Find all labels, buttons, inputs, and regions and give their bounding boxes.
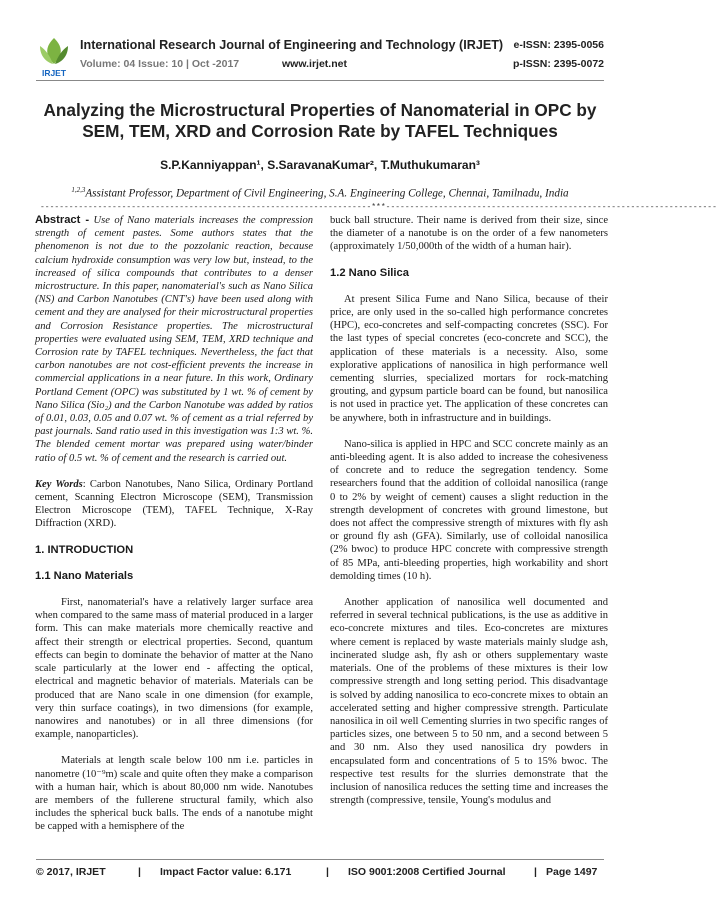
- subsection-heading-nano-materials: 1.1 Nano Materials: [35, 569, 134, 582]
- affiliation-sup: 1,2,3: [71, 186, 86, 194]
- svg-text:IRJET: IRJET: [41, 68, 67, 78]
- paragraph: buck ball structure. Their name is derived from their size, since the diameter of a nanotube is on the order of a few nanometers (approximately 1/50,000th of the width of a human hair).: [330, 215, 608, 253]
- paper-title: [40, 100, 600, 142]
- journal-name: International Research Journal of Engineering and Technology (IRJET): [80, 38, 504, 52]
- authors: S.P.Kanniyappan¹, S.SaravanaKumar², T.Muthukumaran³: [160, 158, 480, 172]
- right-column: [330, 214, 608, 807]
- footer-copyright: © 2017, IRJET: [36, 866, 106, 878]
- volume-issue: Volume: 04 Issue: 10 | Oct -2017: [80, 58, 240, 70]
- keywords: [35, 478, 313, 531]
- paragraph: First, nanomaterial's have a relatively larger surface area when compared to the same mass of material produced in a larger form. This can make materials more chemically reactive and affect their strength or electrical properties. Second, quantum effects can begin to dominate the behavior of matter at the Nano scale particularly at the lower end - affecting the optical, electrical and magnetic behavior of materials. Materials can be produced that are Nano scale in one dimension (for example, very thin surface coatings), in two dimensions (for example, nanowires and nanotubes) or in all three dimensions (for example, nanoparticles).: [35, 597, 313, 741]
- keywords-label: Key Words: [35, 478, 83, 490]
- abstract-text: Use of Nano materials increases the compression strength of cement pastes. Some authors states that the phenomenon is not due to the pozzolanic reaction, because calcium hydroxide consumption was very low but, instead, to the increased of silica compounds that contributes to a denser microstructure. In this paper, nanomaterial's such as Nano Silica (NS) and Carbon Nanotubes (CNT's) have been used along with cement and they are analysed for their microstructural properties and Corrosion Resistance properties. The microstructural properties were evaluated using SEM, TEM, XRD technique and Corrosion rate by TAFEL techniques. Nevertheless, the fact that carbon nanotubes are not cost-efficient prevents the increase in commercial applications in a near future. In this work, Ordinary Portland Cement (OPC) was substituted by 1 wt. % of cement by Nano Silica (Sio₂) and the Carbon Nanotube was added by ratios of 0.01, 0.03, 0.05 and 0.07 wt. % of cement as a trial referred by past journals. Sand ratio used in this investigation was 1:3 wt. %. The blended cement mortar was prepared using water/binder ratio of 0.5 wt. % of cement and the research is carried out.: [35, 215, 313, 464]
- title-line-2: SEM, TEM, XRD and Corrosion Rate by TAFEL Techniques: [82, 121, 558, 141]
- section-divider: ---------------------------------------------------------------------***---------------------------------------------------------------------: [40, 203, 717, 212]
- footer-separator: |: [326, 866, 329, 878]
- footer-page-number: Page 1497: [546, 866, 598, 878]
- abstract-label: Abstract -: [35, 214, 90, 226]
- keywords-text: : Carbon Nanotubes, Nano Silica, Ordinary Portland cement, Scanning Electron Microscope (SEM), Transmission Electron Microscope (TEM), TAFEL Technique, X-Ray Diffraction (XRD).: [35, 478, 313, 530]
- footer-iso: ISO 9001:2008 Certified Journal: [348, 866, 506, 878]
- footer-impact-factor: Impact Factor value: 6.171: [160, 866, 292, 878]
- p-issn: p-ISSN: 2395-0072: [512, 58, 604, 70]
- left-column: [35, 214, 313, 834]
- footer-divider: [36, 859, 604, 860]
- irjet-logo-icon: [36, 36, 72, 78]
- title-line-1: Analyzing the Microstructural Properties of Nanomaterial in OPC by: [43, 100, 597, 120]
- affiliation-text: Assistant Professor, Department of Civil Engineering, S.A. Engineering College, Chennai, Tamilnadu, India: [85, 187, 569, 200]
- paragraph: At present Silica Fume and Nano Silica, because of their price, are only used in the so-called high performance concretes (HPC), eco-concretes and self-compacting concretes (SSC). For the last types of special concretes (eco-concrete and SCC), the application of these materials is a necessity. Also, some explorative applications of nanosilica in high performance well cementing slurries, specialized mortars for rock-matching grouting, and gypsum particle board can be found, but nanosilica is not used in practice yet. The application of these concretes can be anywhere, both in infrastructure and in buildings.: [330, 293, 608, 424]
- journal-header: [36, 36, 604, 80]
- e-issn: e-ISSN: 2395-0056: [513, 39, 604, 51]
- subsection-heading-nano-silica: 1.2 Nano Silica: [330, 266, 409, 279]
- header-divider: [36, 80, 604, 81]
- journal-url[interactable]: www.irjet.net: [282, 58, 347, 70]
- abstract: [35, 214, 313, 465]
- affiliation: [40, 186, 600, 200]
- footer-separator: |: [138, 866, 141, 878]
- footer-separator: |: [534, 866, 537, 878]
- section-heading-introduction: 1. INTRODUCTION: [35, 543, 134, 556]
- paragraph: Nano-silica is applied in HPC and SCC concrete mainly as an anti-bleeding agent. It is also added to increase the cohesiveness of concrete and to reduce the segregation tendency. Some researchers found that the addition of colloidal nanosilica (range 0 to 2% by weight of cement) causes a slight reduction in the strength development of concretes with ground limestone, but does not affect the compressive strength of mixtures with fly ash or ground fly ash (GFA). Similarly, use of colloidal nanosilica (2% bwoc) to produce HPC concrete with compressive strength of 85 MPa, anti-bleeding properties, high workability and short demolding times (10 h).: [330, 438, 608, 582]
- paragraph: Another application of nanosilica well documented and referred in several technical publications, is the use as additive in eco-concrete mixtures and tiles. Eco-concretes are mixtures where cement is replaced by waste materials mainly sludge ash, incinerated sludge ash, fly ash or others supplementary waste materials. One of the problems of these mixtures is their low compressive strength and long setting period. This disadvantage is solved by adding nanosilica to eco-concrete mixes to obtain an accelerated setting and higher compressive strength. Particulate nanosilica in oil well Cementing slurries in two specific ranges of particles sizes, one between 5 to 50 nm, and a second between 5 and 30 nm. Also they used nanosilica dry powders in encapsulated form and concentrations of 5 to 15% bwoc. The respective test results for the slurries demonstrate that the inclusion of nanosilica reduces the setting time and increases the strength (compressive, tensile, Young's modulus and: [330, 597, 608, 807]
- paragraph: Materials at length scale below 100 nm i.e. particles in nanometre (10⁻⁹m) scale and quite often they make a comparison with a human hair, which is about 80,000 nm wide. Nanotubes are members of the fullerene structural family, which also includes the spherical buck balls. The ends of a nanotube might be capped with a hemisphere of the: [35, 755, 313, 833]
